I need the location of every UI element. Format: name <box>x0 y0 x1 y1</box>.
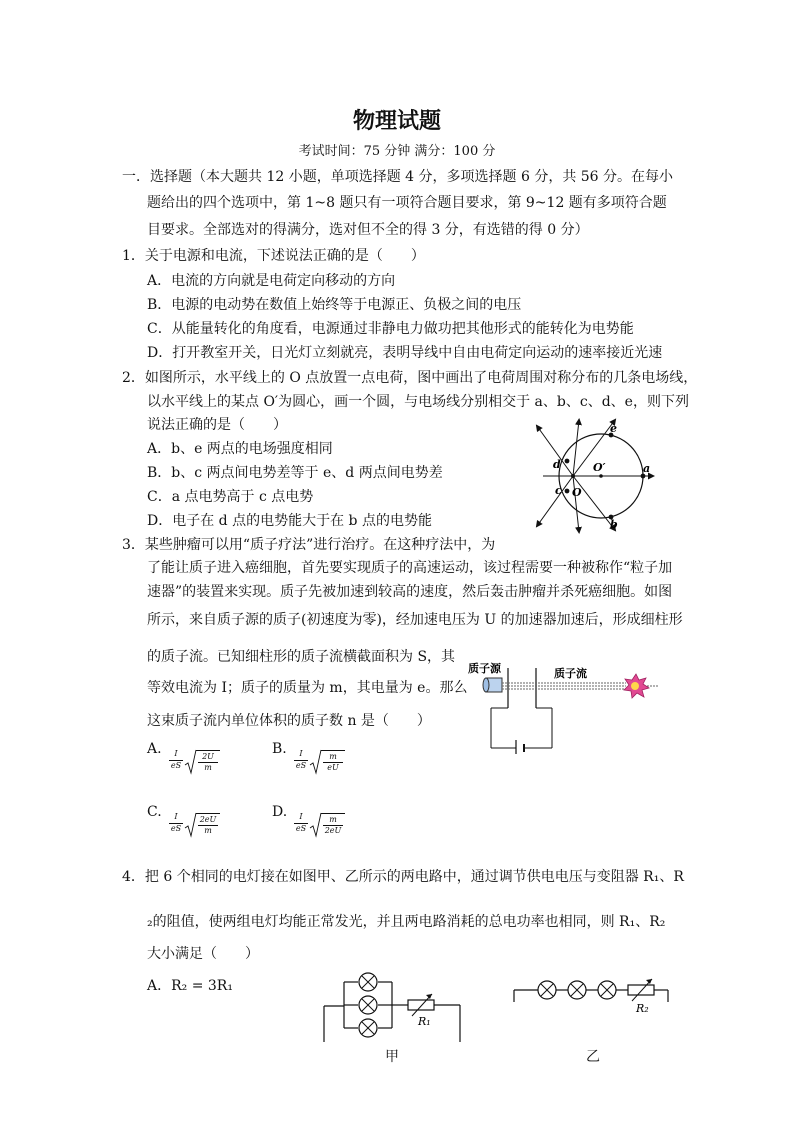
lamp-icon <box>359 996 377 1014</box>
q4-line2: ₂的阻值，使两组电灯均能正常发光，并且两电路消耗的总电功率也相同，则 R₁、R₂ <box>147 914 666 930</box>
label-e: e <box>610 422 617 435</box>
label-r1: R₁ <box>418 1015 431 1028</box>
label-b: b <box>610 518 618 531</box>
q2-stem-line2: 以水平线上的某点 O′为圆心，画一个圆，与电场线分别相交于 a、b、c、d、e，则下列 <box>147 394 689 410</box>
q3-line2: 了能让质子进入癌细胞，首先要实现质子的高速运动，该过程需要一种被称作“粒子加 <box>147 560 673 576</box>
q4-line1: 4．把 6 个相同的电灯接在如图甲、乙所示的两电路中，通过调节供电电压与变阻器 R₁、R <box>122 869 684 885</box>
label-o: O <box>572 486 582 499</box>
section-instructions-line2: 题给出的四个选项中，第 1~8 题只有一项符合题目要求，第 9~12 题有多项符合题 <box>147 195 667 211</box>
lamp-icon <box>359 1019 377 1037</box>
q4-line3: 大小满足（ ） <box>147 946 259 962</box>
q1-stem: 1．关于电源和电流，下述说法正确的是（ ） <box>122 248 425 264</box>
label-proton-stream: 质子流 <box>554 667 587 680</box>
field-line-down <box>573 476 579 532</box>
section-instructions-line3: 目要求。全部选对的得满分，选对但不全的得 3 分，有选错的得 0 分） <box>147 222 589 238</box>
caption-yi: 乙 <box>586 1049 600 1065</box>
label-c: c <box>555 484 562 497</box>
lamp-icon <box>598 981 616 999</box>
q2-option-d: D．电子在 d 点的电势能大于在 b 点的电势能 <box>147 513 432 529</box>
label-a: a <box>643 462 651 475</box>
q3-line6: 等效电流为 I；质子的质量为 m，其电量为 e。那么 <box>147 680 468 696</box>
q1-option-d: D．打开教室开关，日光灯立刻就亮，表明导线中自由电荷定向运动的速率接近光速 <box>147 345 663 361</box>
page-title: 物理试题 <box>352 108 441 134</box>
q3-line4: 所示，来自质子源的质子(初速度为零)，经加速电压为 U 的加速器加速后，形成细柱形 <box>147 612 683 628</box>
exam-info: 考试时间：75 分钟 满分：100 分 <box>298 144 496 159</box>
q2-option-b: B．b、c 两点间电势差等于 e、d 两点间电势差 <box>147 465 443 481</box>
q4-option-a: A．R₂ = 3R₁ <box>147 978 233 994</box>
q2-option-c: C．a 点电势高于 c 点电势 <box>147 489 314 505</box>
q1-option-a: A．电流的方向就是电荷定向移动的方向 <box>147 273 396 289</box>
point-c <box>565 489 570 494</box>
label-proton-source: 质子源 <box>468 662 501 675</box>
section-instructions-line1: 一．选择题（本大题共 12 小题，单项选择题 4 分，多项选择题 6 分，共 56 分。在每小 <box>122 169 674 185</box>
rheostat-r2-icon <box>628 985 654 995</box>
q1-option-b: B．电源的电动势在数值上始终等于电源正、负极之间的电压 <box>147 297 522 313</box>
label-d: d <box>553 458 561 471</box>
lamp-icon <box>568 981 586 999</box>
circuit-jia-diagram <box>322 970 464 1044</box>
proton-accelerator-diagram <box>466 658 666 754</box>
field-line-up <box>573 420 579 476</box>
label-r2: R₂ <box>636 1002 649 1015</box>
q2-option-a: A．b、e 两点的电场强度相同 <box>147 441 333 457</box>
point-o <box>571 474 575 478</box>
point-d <box>565 459 570 464</box>
field-line-lower-right <box>573 476 615 530</box>
q3-line7: 这束质子流内单位体积的质子数 n 是（ ） <box>147 713 431 729</box>
q3-line3: 速器”的装置来实现。质子先被加速到较高的速度，然后轰击肿瘤并杀死癌细胞。如图 <box>147 584 673 600</box>
lamp-icon <box>359 973 377 991</box>
q2-stem-line3: 说法正确的是（ ） <box>147 417 287 433</box>
caption-jia: 甲 <box>385 1049 399 1065</box>
lamp-icon <box>538 981 556 999</box>
q2-stem-line1: 2．如图所示，水平线上的 O 点放置一点电荷，图中画出了电荷周围对称分布的几条电场线， <box>122 370 698 386</box>
q1-option-c: C．从能量转化的角度看，电源通过非静电力做功把其他形式的能转化为电势能 <box>147 321 634 337</box>
circuit-yi-diagram <box>512 976 672 1018</box>
rheostat-r1-icon <box>408 1000 434 1010</box>
point-o-prime <box>599 474 603 478</box>
label-o-prime: O′ <box>593 461 606 474</box>
q3-line1: 3．某些肿瘤可以用“质子疗法”进行治疗。在这种疗法中，为 <box>122 537 496 553</box>
q3-line5: 的质子流。已知细柱形的质子流横截面积为 S，其 <box>147 649 456 665</box>
electric-field-diagram <box>515 418 665 534</box>
